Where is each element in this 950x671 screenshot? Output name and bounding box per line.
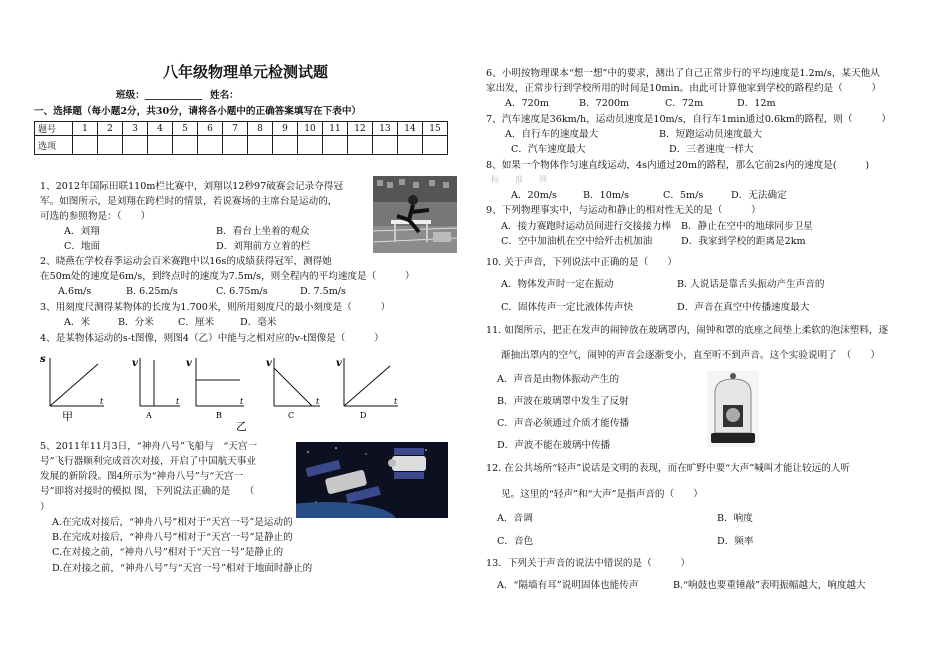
q4-graphs [36,350,416,434]
answer-table-number: 5 [173,122,198,136]
q7-option-a: A．自行车的速度最大 [505,129,599,140]
q4-axis-t: t [100,397,104,406]
q3-option-a: A．米 [64,317,91,328]
q3-text: 3、用刻度尺测得某物体的长度为1.700米，则所用刻度尺的最小刻度是（ ） [40,302,391,313]
q4-axis-t: t [176,397,180,406]
q4-label-a: A [146,411,152,420]
q1-option-d: D．刘翔前方立着的栏 [216,241,311,252]
q7-option-c: C．汽车速度最大 [511,144,586,155]
q13-option-a: A．“隔墙有耳”说明固体也能传声 [497,580,639,591]
q7-text: 7、汽车速度是36km/h，运动员速度是10m/s，自行车1min通过0.6km的路程，则（ ） [486,114,891,125]
answer-table [34,121,448,155]
q9-option-c: C．空中加油机在空中给歼击机加油 [501,236,653,247]
q4-label-c: C [288,411,295,420]
q11-option-c: C．声音必须通过介质才能传播 [497,418,630,429]
q6-line-1: 6、小明按物理课本“想一想”中的要求，测出了自己正常步行的平均速度是1.2m/s，某天他从 [486,68,880,79]
answer-table-number: 12 [348,122,373,136]
q4-text: 4、是某物体运动的s-t图像，则图4（乙）中能与之相对应的v-t图像是（ ） [40,333,384,344]
q4-axis-v: v [132,358,138,369]
q5-line-2: 号”飞行器顺利完成首次对接，开启了中国航天事业 [40,456,256,467]
answer-cell[interactable] [298,136,323,155]
q4-label-yi: 乙 [236,420,247,433]
q3-option-b: B．分米 [118,317,154,328]
q4-axis-v: v [266,358,272,369]
answer-table-answer-row [35,136,448,155]
q8-text: 8、如果一个物体作匀速直线运动，4s内通过20m的路程，那么它前2s内的速度是( ) [486,160,870,171]
q4-label-b: B [216,411,222,420]
answer-cell[interactable] [423,136,448,155]
answer-cell[interactable] [248,136,273,155]
q11-option-a: A．声音是由物体振动产生的 [497,374,620,385]
answer-table-number: 7 [223,122,248,136]
name-label: 姓名： [210,90,239,101]
q4-axis-t: t [240,397,244,406]
answer-table-number: 11 [323,122,348,136]
q6-option-b: B．7200m [579,98,630,109]
q12-option-a: A．音调 [497,513,533,524]
answer-table-number-row [35,122,448,136]
answer-cell[interactable] [398,136,423,155]
q13-text: 13．下列关于声音的说法中错误的是（ ） [486,558,691,569]
q12-option-d: D．频率 [717,536,754,547]
q6-option-c: C．72m [665,98,704,109]
q12-line-1: 12. 在公共场所“轻声”说话是文明的表现，而在旷野中要“大声”喊叫才能让较远的人听 [486,463,851,474]
answer-table-row2-label: 选项 [35,136,73,155]
q4-label-d: D [360,411,367,420]
q9-option-a: A．接力赛跑时运动员间进行交接接力棒 [501,221,672,232]
answer-cell[interactable] [348,136,373,155]
q11-line-2: 渐抽出罩内的空气，闹钟的声音会逐渐变小，直至听不到声音。这个实验说明了 （ ） [501,350,880,361]
q12-option-c: C．音色 [497,536,534,547]
q1-line-1: 1、2012年国际田联110m栏比赛中，刘翔以12秒97破赛会记录夺得冠 [40,181,343,192]
q10-option-d: D．声音在真空中传播速度最大 [677,302,810,313]
answer-cell[interactable] [323,136,348,155]
spacecraft-docking-image [296,442,448,518]
q6-option-d: D．12m [737,98,776,109]
answer-cell[interactable] [73,136,98,155]
answer-table-number: 3 [123,122,148,136]
q8-option-a: A．20m/s [511,190,557,201]
answer-cell[interactable] [173,136,198,155]
q6-option-a: A．720m [505,98,549,109]
q11-option-b: B．声波在玻璃罩中发生了反射 [497,396,629,407]
q5-option-d: D.在对接之前，“神舟八号”与“天宫一号”相对于地面时静止的 [52,563,313,574]
q8-option-b: B．10m/s [583,190,630,201]
answer-cell[interactable] [373,136,398,155]
q9-text: 9、下列物理事实中，与运动和静止的相对性无关的是（ ） [486,205,761,216]
section-heading: 一、选择题（每小题2分，共30分，请将各小题中的正确答案填写在下表中） [34,106,362,117]
class-label: 班级：____________ [116,90,203,101]
answer-table-number: 15 [423,122,448,136]
q5-option-c: C.在对接之前，“神舟八号”相对于“天宫一号”是静止的 [52,547,284,558]
q5-line-4: 号”即将对接时的模拟 图，下列说法正确的是 （ [40,486,255,497]
answer-table-number: 14 [398,122,423,136]
q2-line-1: 2、晓燕在学校春季运动会百米赛跑中以16s的成绩获得冠军，测得她 [40,256,332,267]
q12-option-b: B．响度 [717,513,753,524]
q8-option-c: C．5m/s [663,190,704,201]
answer-table-number: 13 [373,122,398,136]
q1-option-a: A．刘翔 [64,226,100,237]
answer-table-row1-label: 题号 [35,122,73,136]
q11-line-1: 11. 如图所示，把正在发声的闹钟放在玻璃罩内，闹钟和罩的底座之间垫上柔软的泡沫塑料，逐 [486,325,889,336]
answer-table-number: 2 [98,122,123,136]
q1-line-2: 军。如图所示，是刘翔在跨栏时的情景，若说赛场的主席台是运动的， [40,196,338,207]
answer-cell[interactable] [148,136,173,155]
q2-option-a: A.6m/s [58,286,92,297]
q2-option-c: C. 6.75m/s [216,286,268,297]
q2-option-d: D. 7.5m/s [300,286,346,297]
q7-option-b: B．短跑运动员速度最大 [659,129,762,140]
q13-option-b: B.“响鼓也要重锤敲”表明振幅越大，响度越大 [673,580,866,591]
q12-line-2: 见。这里的“轻声”和“大声”是指声音的（ ） [501,489,703,500]
q4-label-jia: 甲 [62,410,73,423]
answer-table-number: 6 [198,122,223,136]
q4-axis-s: s [40,354,46,365]
q5-line-5: ） [40,502,50,513]
q2-line-2: 在50m处的速度是6m/s，到终点时的速度为7.5m/s，则全程内的平均速度是（ ） [40,271,415,282]
answer-cell[interactable] [273,136,298,155]
page-title: 八年级物理单元检测试题 [163,63,329,81]
answer-table-number: 10 [298,122,323,136]
answer-cell[interactable] [198,136,223,155]
q3-option-c: C．厘米 [178,317,215,328]
q5-option-a: A.在完成对接后，“神舟八号”相对于“天宫一号”是运动的 [52,517,293,528]
q9-option-b: B．静止在空中的地球同步卫星 [681,221,813,232]
answer-table-number: 4 [148,122,173,136]
q8-watermark: 标 准 网 [491,175,547,184]
q4-axis-t: t [394,397,398,406]
answer-cell[interactable] [98,136,123,155]
answer-cell[interactable] [123,136,148,155]
q2-option-b: B. 6.25m/s [126,286,178,297]
q10-text: 10. 关于声音，下列说法中正确的是（ ） [486,257,677,268]
q1-option-b: B．看台上坐着的观众 [216,226,310,237]
q6-line-2: 家出发，正常步行到学校所用的时间是10min。由此可计算他家到学校的路程约是（ ） [486,83,882,94]
q9-option-d: D．我家到学校的距离是2km [681,236,806,247]
q4-axis-v: v [336,358,342,369]
hurdle-photo [373,176,457,253]
answer-table-number: 9 [273,122,298,136]
q8-option-d: D．无法确定 [731,190,787,201]
q5-option-b: B.在完成对接后，“神舟八号”相对于“天宫一号”是静止的 [52,532,293,543]
q1-line-3: 可选的参照物是：（ ） [40,211,151,222]
q4-axis-v: v [186,358,192,369]
q7-option-d: D．三者速度一样大 [669,144,754,155]
q11-option-d: D．声波不能在玻璃中传播 [497,440,611,451]
q4-axis-t: t [316,397,320,406]
q10-option-b: B. 人说话是靠舌头振动产生声音的 [677,279,825,290]
q5-line-1: 5、2011年11月3日，“神舟八号”飞船与 “天宫一 [40,441,258,452]
q1-option-c: C．地面 [64,241,101,252]
answer-table-number: 1 [73,122,98,136]
q5-line-3: 发展的新阶段。图4所示为“神舟八号”与“天宫一 [40,471,244,482]
answer-cell[interactable] [223,136,248,155]
bell-jar-image [707,371,759,447]
q10-option-c: C．固体传声一定比液体传声快 [501,302,634,313]
answer-table-number: 8 [248,122,273,136]
q10-option-a: A．物体发声时一定在振动 [501,279,614,290]
q3-option-d: D．毫米 [240,317,277,328]
